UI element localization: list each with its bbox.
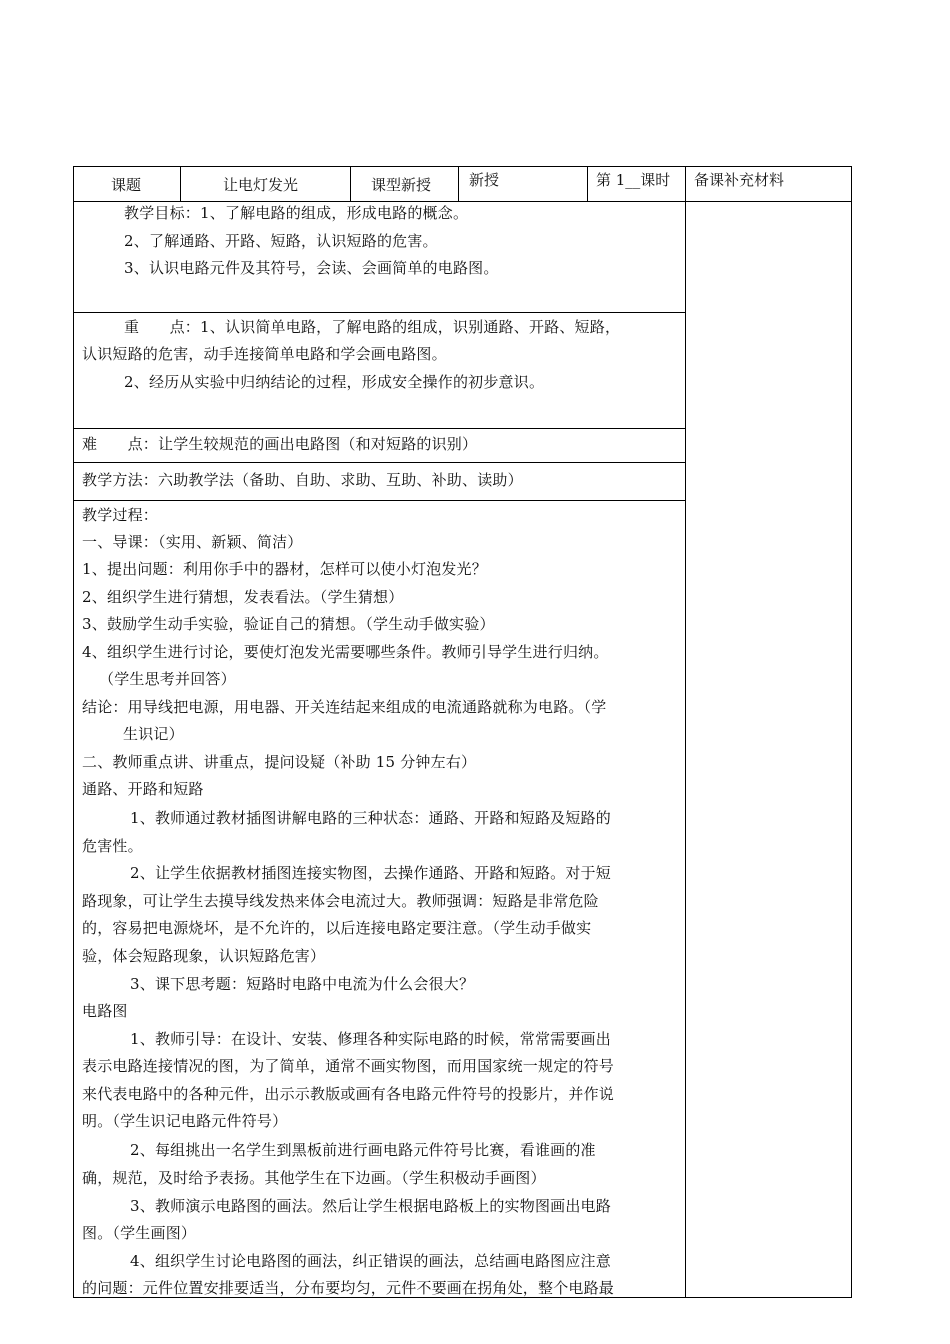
process-line: 电路图 bbox=[82, 1002, 128, 1020]
process-line: 验，体会短路现象，认识短路危害） bbox=[82, 947, 326, 965]
process-line: 2、组织学生进行猜想，发表看法。（学生猜想） bbox=[82, 588, 404, 606]
process-line: 教学过程： bbox=[82, 506, 159, 524]
process-line: 确，规范，及时给予表扬。其他学生在下边画。（学生积极动手画图） bbox=[82, 1169, 546, 1187]
process-line: 3、课下思考题：短路时电路中电流为什么会很大？ bbox=[130, 975, 475, 993]
objective-line: 教学目标：1、了解电路的组成，形成电路的概念。 bbox=[124, 204, 469, 222]
objective-line: 3、认识电路元件及其符号，会读、会画简单的电路图。 bbox=[124, 259, 499, 277]
header-divider-4 bbox=[587, 166, 588, 202]
process-line: 路现象，可让学生去摸导线发热来体会电流过大。教师强调：短路是非常危险 bbox=[82, 892, 599, 910]
process-line: 4、组织学生进行讨论，要使灯泡发光需要哪些条件。教师引导学生进行归纳。 bbox=[82, 643, 609, 661]
process-line: 1、教师引导：在设计、安装、修理各种实际电路的时候，常常需要画出 bbox=[130, 1030, 611, 1048]
header-divider-1 bbox=[180, 166, 181, 202]
lesson-number: 第 1__课时 bbox=[596, 171, 671, 189]
process-line: 2、让学生依据教材插图连接实物图，去操作通路、开路和短路。对于短 bbox=[130, 864, 611, 882]
supplement-label: 备课补充材料 bbox=[694, 171, 785, 189]
lesson-type-label: 课型新授 bbox=[371, 176, 432, 194]
process-line: （学生思考并回答） bbox=[99, 670, 236, 688]
method-bottom-border bbox=[73, 500, 686, 501]
objective-line: 2、了解通路、开路、短路，认识短路的危害。 bbox=[124, 232, 438, 250]
process-line: 一、导课：（实用、新颖、简洁） bbox=[82, 533, 303, 551]
subject-value: 让电灯发光 bbox=[223, 176, 299, 194]
method-line: 教学方法：六助教学法（备助、自助、求助、互助、补助、读助） bbox=[82, 471, 523, 489]
header-bottom-border bbox=[73, 201, 852, 202]
difficulty-bottom-border bbox=[73, 462, 686, 463]
process-line: 结论：用导线把电源，用电器、开关连结起来组成的电流通路就称为电路。（学 bbox=[82, 698, 607, 716]
process-line: 通路、开路和短路 bbox=[82, 780, 204, 798]
process-line: 1、教师通过教材插图讲解电路的三种状态：通路、开路和短路及短路的 bbox=[130, 809, 611, 827]
keypoints-bottom-border bbox=[73, 428, 686, 429]
process-line: 危害性。 bbox=[82, 837, 143, 855]
process-line: 的问题：元件位置安排要适当，分布要均匀，元件不要画在拐角处，整个电路最 bbox=[82, 1279, 615, 1297]
header-divider-3 bbox=[458, 166, 459, 202]
process-line: 2、每组挑出一名学生到黑板前进行画电路元件符号比赛，看谁画的准 bbox=[130, 1141, 596, 1159]
lesson-type-value: 新授 bbox=[469, 171, 500, 189]
process-line: 1、提出问题：利用你手中的器材，怎样可以使小灯泡发光？ bbox=[82, 560, 487, 578]
process-line: 来代表电路中的各种元件，出示示教版或画有各电路元件符号的投影片，并作说 bbox=[82, 1085, 615, 1103]
difficulty-line: 难 点：让学生较规范的画出电路图（和对短路的识别） bbox=[82, 435, 478, 453]
process-line: 图。（学生画图） bbox=[82, 1224, 197, 1242]
process-line: 的，容易把电源烧坏，是不允许的，以后连接电路定要注意。（学生动手做实 bbox=[82, 919, 592, 937]
subject-label: 课题 bbox=[111, 176, 142, 194]
process-line: 明。（学生识记电路元件符号） bbox=[82, 1112, 288, 1130]
process-line: 3、教师演示电路图的画法。然后让学生根据电路板上的实物图画出电路 bbox=[130, 1197, 611, 1215]
keypoint-line: 认识短路的危害，动手连接简单电路和学会画电路图。 bbox=[82, 345, 447, 363]
table-left-border bbox=[73, 166, 74, 1298]
process-line: 生识记） bbox=[123, 725, 184, 743]
process-line: 3、鼓励学生动手实验，验证自己的猜想。（学生动手做实验） bbox=[82, 615, 495, 633]
table-right-border bbox=[851, 166, 852, 1298]
supplement-column-divider bbox=[685, 166, 686, 1298]
header-divider-2 bbox=[350, 166, 351, 202]
process-line: 二、教师重点讲、讲重点，提问设疑（补助 15 分钟左右） bbox=[82, 753, 477, 771]
process-line: 4、组织学生讨论电路图的画法，纠正错误的画法，总结画电路图应注意 bbox=[130, 1252, 611, 1270]
keypoint-line: 2、经历从实验中归纳结论的过程，形成安全操作的初步意识。 bbox=[124, 373, 545, 391]
process-line: 表示电路连接情况的图，为了简单，通常不画实物图，而用国家统一规定的符号 bbox=[82, 1057, 615, 1075]
objectives-bottom-border bbox=[73, 312, 686, 313]
keypoint-line: 重 点：1、认识简单电路，了解电路的组成，识别通路、开路、短路， bbox=[124, 318, 621, 336]
table-top-border bbox=[73, 166, 852, 167]
